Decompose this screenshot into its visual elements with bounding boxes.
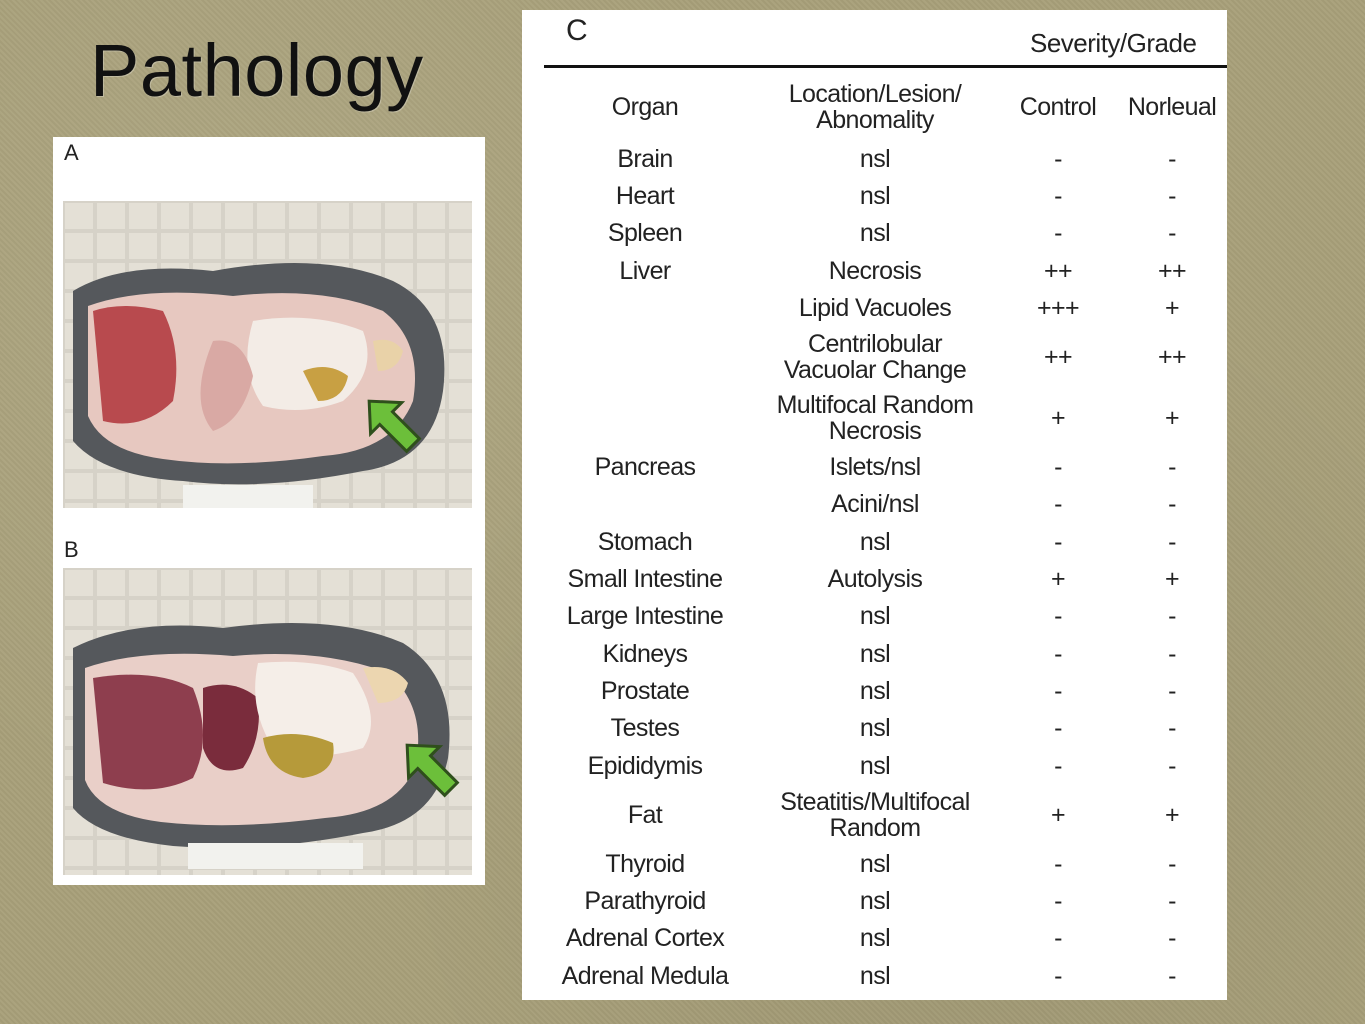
cell-norleual: - <box>1168 602 1176 631</box>
cell-organ: Kidneys <box>602 639 688 668</box>
cell-control: - <box>1054 144 1062 173</box>
cell-organ: Parathyroid <box>584 887 706 916</box>
cell-norleual: + <box>1165 800 1179 829</box>
cell-norleual: - <box>1168 219 1176 248</box>
cell-organ: Small Intestine <box>567 565 723 594</box>
cell-norleual: - <box>1168 639 1176 668</box>
cell-control: - <box>1054 849 1062 878</box>
necropsy-photo-b <box>63 568 472 875</box>
cell-norleual: ++ <box>1158 256 1186 285</box>
cell-norleual: - <box>1168 714 1176 743</box>
header-location: Location/Lesion/ Abnomality <box>788 80 962 134</box>
cell-control: - <box>1054 751 1062 780</box>
cell-norleual: + <box>1165 293 1179 322</box>
header-organ: Organ <box>611 93 679 121</box>
panel-a-label: A <box>64 140 79 165</box>
cell-organ: Spleen <box>607 219 683 248</box>
cell-organ: Heart <box>615 181 675 210</box>
header-norleual: Norleual <box>1127 93 1217 121</box>
cell-control: - <box>1054 924 1062 953</box>
cell-location: nsl <box>859 219 891 248</box>
cell-location: nsl <box>859 849 891 878</box>
cell-control: + <box>1051 800 1065 829</box>
cell-norleual: ++ <box>1158 343 1186 371</box>
cell-location: nsl <box>859 527 891 556</box>
cell-norleual: - <box>1168 961 1176 990</box>
panel-b-label: B <box>64 537 79 562</box>
cell-control: - <box>1054 527 1062 556</box>
photo-figure-panel <box>53 137 485 885</box>
cell-control: - <box>1054 961 1062 990</box>
cell-control: - <box>1054 887 1062 916</box>
cell-norleual: - <box>1168 527 1176 556</box>
cell-organ: Brain <box>617 144 673 173</box>
panel-c-label: C <box>566 14 588 47</box>
cell-location: nsl <box>859 961 891 990</box>
cell-organ: Liver <box>619 256 671 285</box>
severity-grade-header: Severity/Grade <box>1030 28 1197 58</box>
cell-norleual: - <box>1168 453 1176 482</box>
cell-organ: Adrenal Cortex <box>565 924 725 953</box>
necropsy-photo-a <box>63 201 472 508</box>
header-rule <box>544 65 1227 68</box>
cell-organ: Epididymis <box>587 751 703 780</box>
pathology-table-panel <box>522 10 1227 1000</box>
cell-location: nsl <box>859 714 891 743</box>
cell-organ: Thyroid <box>605 849 685 878</box>
cell-organ: Prostate <box>600 676 690 705</box>
cell-location: nsl <box>859 602 891 631</box>
cell-norleual: - <box>1168 849 1176 878</box>
cell-control: - <box>1054 490 1062 519</box>
cell-control: ++ <box>1044 343 1072 371</box>
cell-norleual: - <box>1168 751 1176 780</box>
cell-location: nsl <box>859 751 891 780</box>
cell-location: Lipid Vacuoles <box>798 293 952 322</box>
cell-location: nsl <box>859 676 891 705</box>
cell-norleual: - <box>1168 887 1176 916</box>
cell-location: nsl <box>859 887 891 916</box>
cell-norleual: - <box>1168 144 1176 173</box>
cell-control: ++ <box>1044 256 1072 285</box>
cell-organ: Fat <box>627 800 663 829</box>
cell-control: - <box>1054 181 1062 210</box>
cell-organ: Large Intestine <box>566 602 724 631</box>
cell-location: nsl <box>859 144 891 173</box>
cell-control: + <box>1051 404 1065 432</box>
slide-title: Pathology <box>90 29 424 112</box>
cell-location: Steatitis/Multifocal Random <box>780 787 970 842</box>
cell-control: +++ <box>1037 293 1079 322</box>
cell-norleual: - <box>1168 924 1176 953</box>
cell-organ: Stomach <box>597 527 693 556</box>
cell-control: + <box>1051 565 1065 594</box>
cell-organ: Adrenal Medula <box>561 961 729 990</box>
cell-norleual: - <box>1168 490 1176 519</box>
cell-location: nsl <box>859 639 891 668</box>
cell-control: - <box>1054 714 1062 743</box>
cell-location: Acini/nsl <box>831 490 919 519</box>
cell-control: - <box>1054 676 1062 705</box>
cell-location: Multifocal Random Necrosis <box>776 391 974 445</box>
cell-location: Autolysis <box>827 565 923 594</box>
cell-norleual: + <box>1165 404 1179 432</box>
cell-norleual: - <box>1168 676 1176 705</box>
cell-organ: Pancreas <box>594 453 696 482</box>
cell-control: - <box>1054 453 1062 482</box>
header-control: Control <box>1019 93 1097 121</box>
cell-location: Islets/nsl <box>829 453 921 482</box>
cell-norleual: + <box>1165 565 1179 594</box>
cell-control: - <box>1054 219 1062 248</box>
cell-location: Centrilobular Vacuolar Change <box>783 330 967 384</box>
cell-location: nsl <box>859 181 891 210</box>
cell-control: - <box>1054 639 1062 668</box>
cell-location: nsl <box>859 924 891 953</box>
cell-location: Necrosis <box>828 256 922 285</box>
cell-control: - <box>1054 602 1062 631</box>
cell-organ: Testes <box>610 714 680 743</box>
cell-norleual: - <box>1168 181 1176 210</box>
